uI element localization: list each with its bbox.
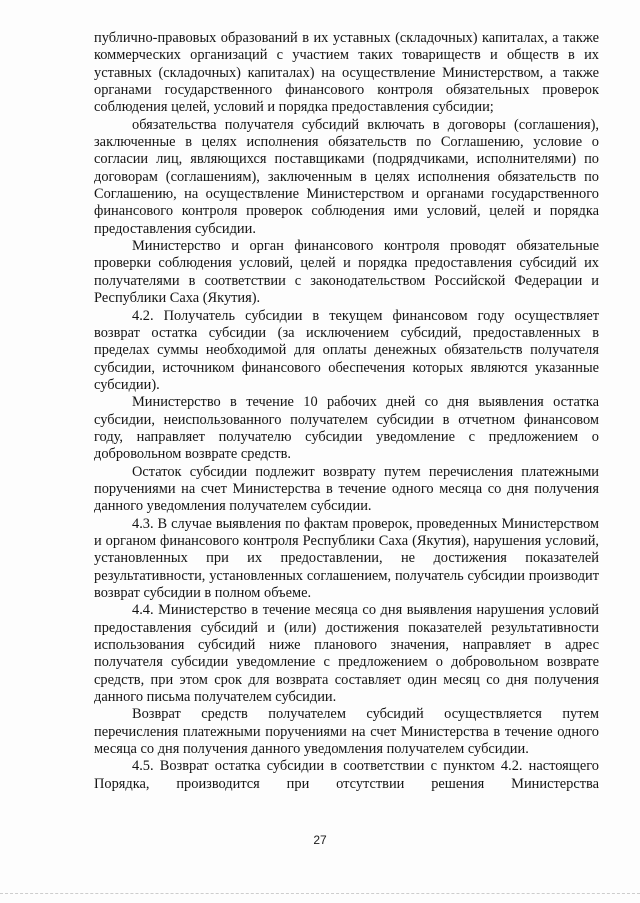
paragraph-continuation: публично-правовых образований в их уставных (складочных) капиталах, а также коммерческих организаций с участием таких товариществ и обществ в их уставных (складочных) капиталах) на осуществление Министерством, а также органами государственного финансового контроля обязательных проверок соблюдения целей, условий и порядка предоставления субсидии;	[94, 30, 599, 116]
paragraph-4-4: 4.4. Министерство в течение месяца со дня выявления нарушения условий предоставления субсидий и (или) достижения показателей результативности использования субсидий ниже планового значения, направляет в адрес получателя субсидии уведомление с предложением о добровольном возврате средств, при этом срок для возврата составляет один месяц со дня получения данного письма получателем субсидии.	[94, 602, 599, 706]
paragraph-obligations: обязательства получателя субсидий включать в договоры (соглашения), заключенные в целях исполнения обязательств по Соглашению, условие о согласии лиц, являющихся поставщиками (подрядчиками, исполнителями) по договорам (соглашениям), заключенным в целях исполнения обязательств по Соглашению, на осуществление Министерством и органами государственного финансового контроля проверок соблюдения ими условий, целей и порядка предоставления субсидии.	[94, 116, 599, 237]
paragraph-remainder: Остаток субсидии подлежит возврату путем перечисления платежными поручениями на счет Министерства в течение одного месяца со дня получения данного уведомления получателем субсидии.	[94, 463, 599, 515]
paragraph-10-days: Министерство в течение 10 рабочих дней со дня выявления остатка субсидии, неиспользованного получателем субсидии в отчетном финансовом году, направляет получателю субсидии уведомление с предложением о добровольном возврате средств.	[94, 394, 599, 463]
paragraph-4-5: 4.5. Возврат остатка субсидии в соответствии с пунктом 4.2. настоящего Порядка, производится при отсутствии решения Министерства	[94, 758, 599, 792]
paragraph-4-3: 4.3. В случае выявления по фактам проверок, проведенных Министерством и органом финансового контроля Республики Саха (Якутия), нарушения условий, установленных при их предоставлении, не достижения показателей результативности, установленных соглашением, получатель субсидии производит возврат субсидии в полном объеме.	[94, 515, 599, 601]
paragraph-ministry-checks: Министерство и орган финансового контроля проводят обязательные проверки соблюдения условий, целей и порядка предоставления субсидий их получателями в соответствии с законодательством Российской Федерации и Республики Саха (Якутия).	[94, 238, 599, 307]
paragraph-4-2: 4.2. Получатель субсидии в текущем финансовом году осуществляет возврат остатка субсидии (за исключением субсидий, предоставленных в пределах суммы необходимой для оплаты денежных обязательств получателя субсидии, источником финансового обеспечения которых являются указанные субсидии).	[94, 307, 599, 393]
page-number: 27	[313, 833, 327, 847]
scan-edge-divider	[0, 893, 640, 896]
paragraph-refund: Возврат средств получателем субсидий осуществляется путем перечисления платежными поручениями на счет Министерства в течение одного месяца со дня получения данного уведомления получателем субсидии.	[94, 706, 599, 758]
body-text	[94, 30, 599, 793]
